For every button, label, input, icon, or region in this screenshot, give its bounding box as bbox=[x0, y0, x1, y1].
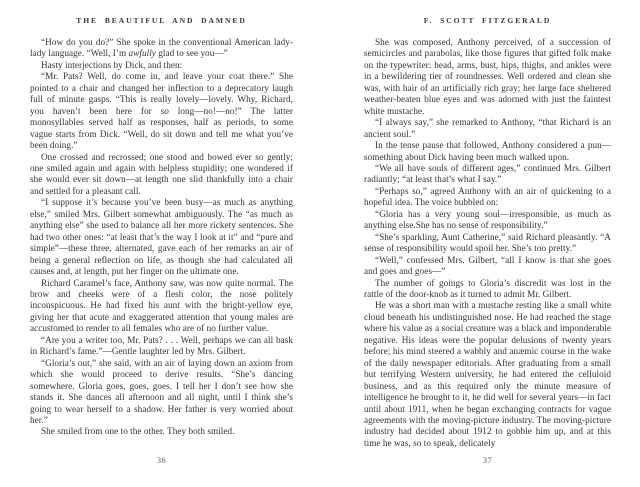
paragraph bbox=[30, 335, 293, 358]
text-run: “I always say,” she remarked to Anthony, “that Richard is an ancient soul.” bbox=[364, 117, 611, 139]
paragraph bbox=[30, 358, 293, 427]
paragraph bbox=[364, 140, 611, 163]
text-run: “Gloria has a very young soul—irresponsible, as much as anything else.She has no sense of responsibility.” bbox=[364, 208, 611, 231]
text-run: She smiled from one to the other. They both smiled. bbox=[41, 426, 235, 437]
paragraph bbox=[30, 60, 293, 71]
paragraph bbox=[364, 117, 611, 140]
text-run: The number of goings to Gloria’s discredit was lost in the rattle of the door-knob as it turned to admit Mr. Gilbert. bbox=[364, 277, 611, 299]
text-run: “Mr. Pats? Well, do come in, and leave your coat there.” She pointed to a chair and changed her inflection to a deprecatory laugh full of minute gasps. “This is really lovely—lovely. Why, Richard, you haven’t been here for bbox=[30, 71, 293, 116]
right-running-header: F. SCOTT FITZGERALD bbox=[423, 16, 552, 25]
paragraph bbox=[364, 209, 611, 232]
italic-text-run: so bbox=[160, 105, 169, 116]
paragraph bbox=[364, 163, 611, 186]
paragraph bbox=[30, 278, 293, 335]
text-run: Hasty interjections by Dick, and then: bbox=[41, 59, 183, 70]
left-page-body bbox=[30, 37, 293, 438]
text-run: “Are you a writer too, Mr. Pats? . . . Well, perhaps we can all bask in Richard’s fame.”—Gentle laughter led by Mrs. Gilbert. bbox=[30, 334, 293, 357]
italic-text-run: awfully bbox=[128, 48, 156, 59]
paragraph bbox=[30, 152, 293, 198]
paragraph bbox=[364, 278, 611, 301]
paragraph bbox=[30, 426, 293, 437]
paragraph bbox=[364, 255, 611, 278]
right-page bbox=[364, 0, 611, 487]
text-run: “She’s sparkling, Aunt Catherine,” said Richard pleasantly. “A sense of responsibility would spoil her. She’s too pretty.” bbox=[364, 231, 611, 254]
text-run: Richard Caramel’s face, Anthony saw, was now quite normal. The brow and cheeks were of a flesh color, the nose politely inconspicuous. He had fixed his aunt with the bright-yellow eye, giving her that acute and exaggerated attention that young males are accustomed to render to all females who are of no further value. bbox=[30, 277, 293, 334]
paragraph bbox=[30, 71, 293, 151]
text-run: long—no!—no!” The latter monosyllables served half as responses, half as periods, to some vague starts from Dick. “Well, do sit down and tell me what you’ve been doing.” bbox=[30, 105, 293, 151]
text-run: “I suppose it’s because you’ve been busy—as much as anything else,” smiled Mrs. Gilbert somewhat ambiguously. The “as much as anything else” she used to balance all her more rickety sentences. She had two other ones: “at least that’s the way I look at it” and “pure and simple”—these three, alternated, gave each of her remarks an air of being a general reflection on life, as though she had calculated all causes and, at length, put her finger on the ultimate one. bbox=[30, 197, 293, 277]
left-page-number: 36 bbox=[156, 456, 167, 465]
text-run: She was composed, Anthony perceived, of a succession of semicircles and parabolas, like those figures that gifted folk make on the typewriter: head, arms, bust, hips, thighs, and ankles were in a bewildering tier of roundnesses. Well ordered and clean she was, with hair of an artificially rich gray; her large face sheltered weather-beaten blue eyes and was adorned with just the faintest white mustache. bbox=[364, 37, 611, 116]
text-run: In the tense pause that followed, Anthony considered a pun—something about Dick having been much walked upon. bbox=[364, 140, 611, 162]
text-run: “We all have souls of different ages,” continued Mrs. Gilbert radiantly; “at least that’s what I say.” bbox=[364, 162, 611, 185]
text-run: One crossed and recrossed; one stood and bowed ever so gently; one smiled again and again with helpless stupidity; one wondered if she would ever sit down—at length one slid thankfully into a chair and settled for a pleasant call. bbox=[30, 151, 293, 196]
text-run: He was a short man with a mustache resting like a small white cloud beneath his undistinguished nose. He had reached the stage where his value as a social creature was a black and imponderable negative. His ideas were the popular delusions of twenty years before; his mind steered a wabbly and anæmic course in the wake of the daily newspaper editorials. After graduating from a small but terrifying Western university, he had entered the celluloid business, and as this required only the minute measure of intelligence he brought to it, he did well for several years—in fact until about 1911, when he began exchanging contracts for vague agreements with the moving-picture industry. The moving-picture industry had decided about 1912 to gobble him up, and at this time he was, so to speak, delicately bbox=[364, 300, 611, 448]
paragraph bbox=[364, 232, 611, 255]
paragraph bbox=[364, 37, 611, 117]
text-run: “Well,” confessed Mrs. Gilbert, “all I know is that she goes and goes and goes—” bbox=[364, 254, 611, 277]
paragraph bbox=[30, 37, 293, 60]
paragraph bbox=[364, 300, 611, 449]
paragraph bbox=[30, 197, 293, 277]
text-run: “How do you do?” She spoke in the conventional American lady-lady language. “Well, I’m bbox=[30, 37, 293, 59]
left-running-header: THE BEAUTIFUL AND DAMNED bbox=[76, 16, 247, 25]
paragraph bbox=[364, 186, 611, 209]
right-page-body bbox=[364, 37, 611, 449]
text-run: “Perhaps so,” agreed Anthony with an air of quickening to a hopeful idea. The voice bubbled on: bbox=[364, 185, 611, 208]
text-run: glad to see you—” bbox=[155, 48, 228, 59]
text-run: “Gloria’s out,” she said, with an air of laying down an axiom from which she would proceed to derive results. “She’s dancing somewhere. Gloria goes, goes, goes. I tell her I don’t see how she stands it. She dances all afternoon and all night, until I think she’s going to wear herself to a shadow. Her father is very worried about her.” bbox=[30, 357, 293, 425]
left-page bbox=[30, 0, 293, 487]
right-page-number: 37 bbox=[482, 456, 493, 465]
